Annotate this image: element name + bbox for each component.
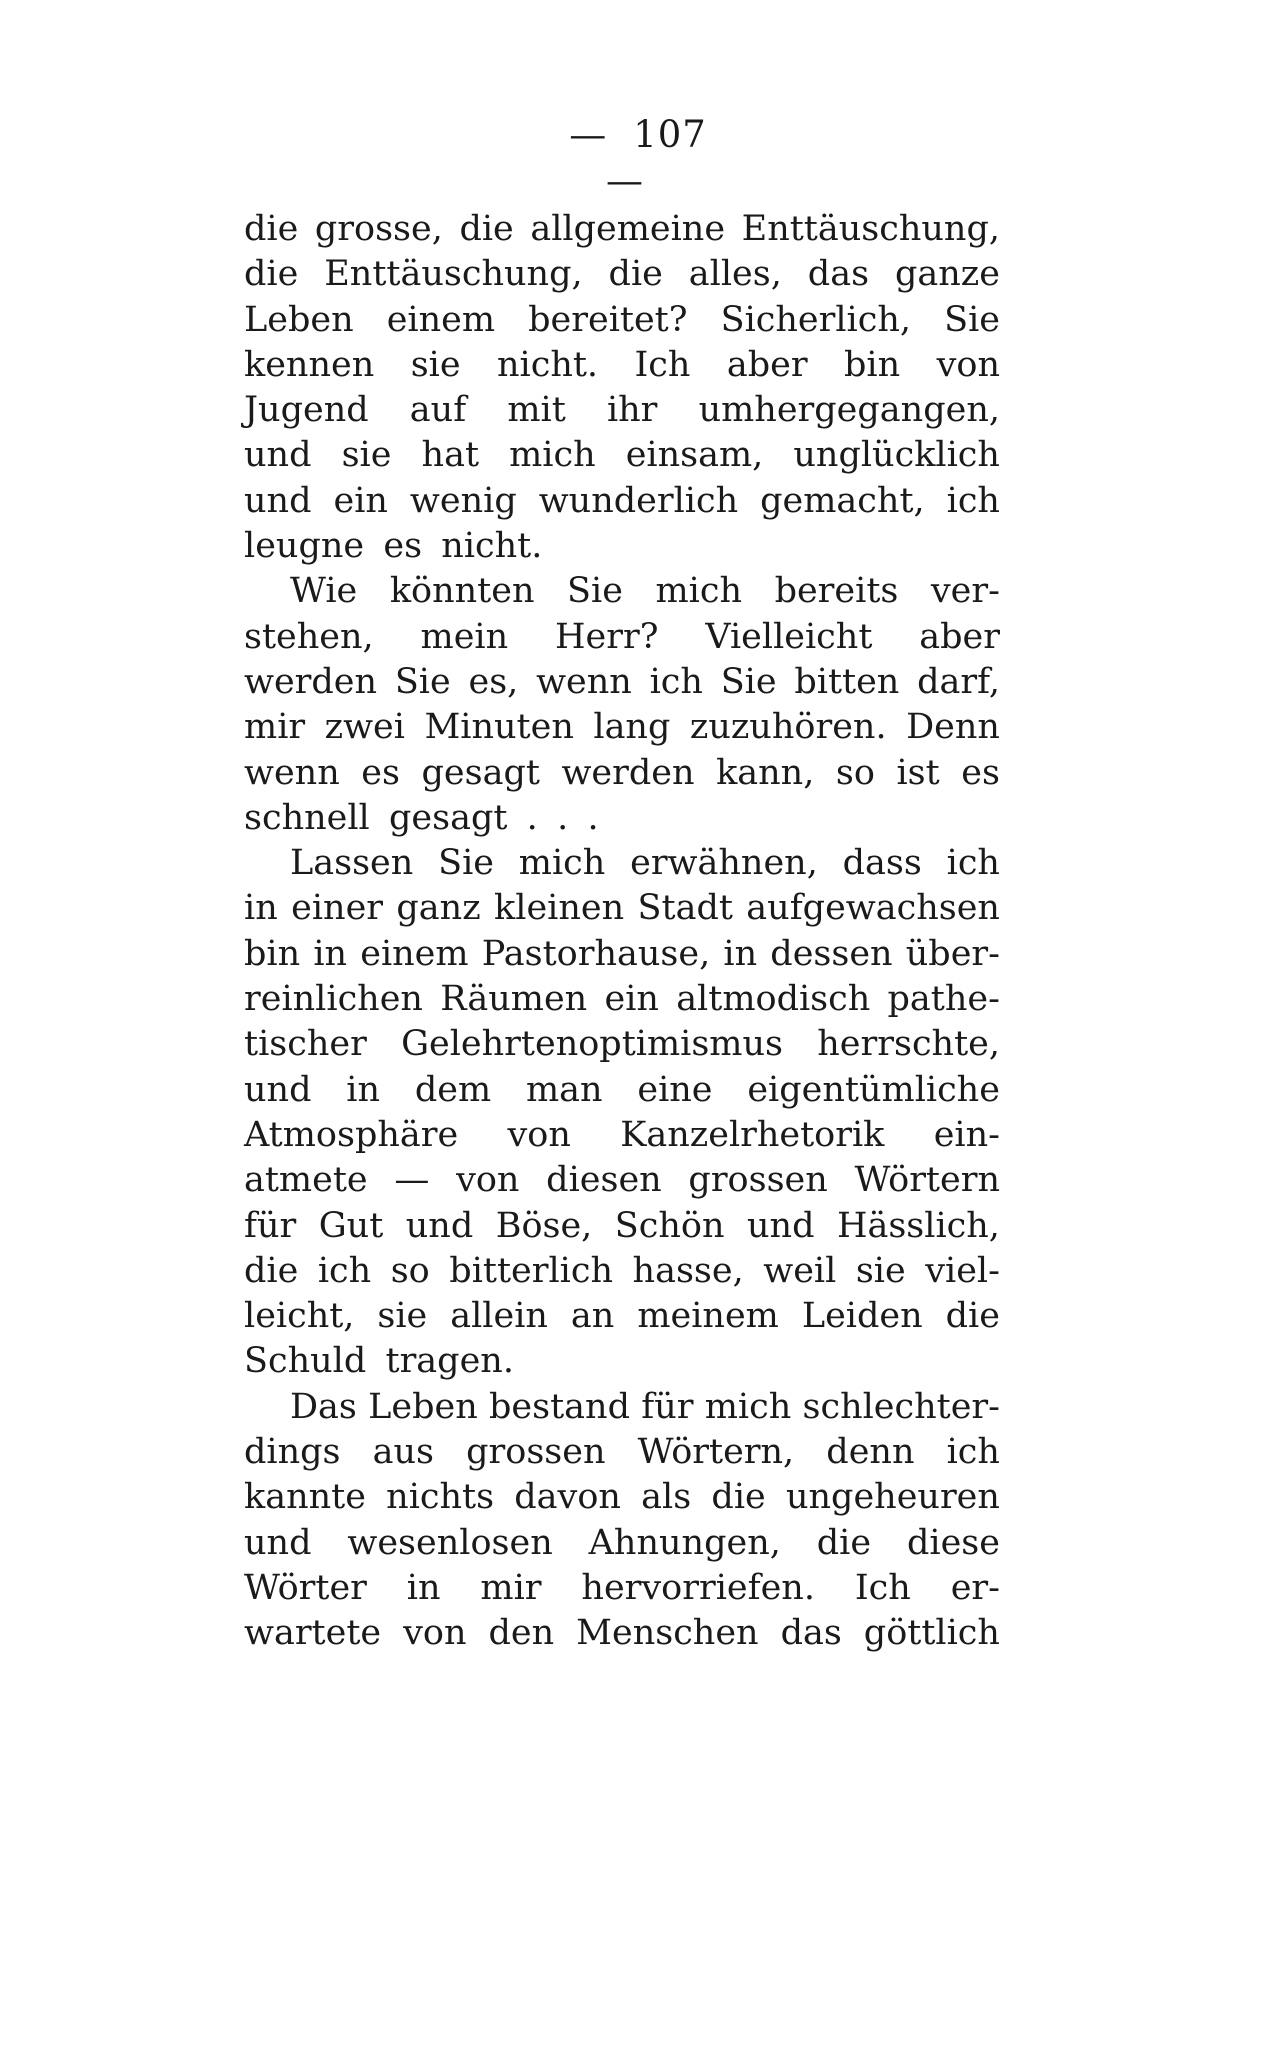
page-number: 107 bbox=[633, 113, 707, 156]
text-line bbox=[244, 841, 1000, 886]
word: sie bbox=[855, 1250, 906, 1291]
word: bin bbox=[244, 933, 301, 974]
word: . bbox=[587, 797, 599, 838]
word: einer bbox=[291, 888, 384, 929]
word: Menschen bbox=[576, 1613, 759, 1654]
word: mich bbox=[518, 843, 606, 884]
body-text bbox=[244, 207, 1000, 1657]
word: die bbox=[816, 1522, 872, 1563]
text-line bbox=[244, 343, 1000, 388]
word: das bbox=[780, 1613, 842, 1654]
text-line bbox=[244, 298, 1000, 343]
word: es bbox=[383, 526, 423, 567]
word: kleinen bbox=[494, 888, 625, 929]
word: Sie bbox=[567, 571, 623, 612]
word: zuzuhören. bbox=[689, 707, 887, 748]
text-line bbox=[244, 1339, 1000, 1384]
word: Hässlich, bbox=[836, 1205, 1000, 1246]
word: wartete bbox=[244, 1613, 382, 1654]
word: grossen bbox=[688, 1160, 828, 1201]
word: den bbox=[488, 1613, 555, 1654]
word: Leben bbox=[368, 1386, 478, 1427]
word: leicht, bbox=[244, 1296, 355, 1337]
word: Das bbox=[290, 1386, 357, 1427]
word: Böse, bbox=[495, 1205, 593, 1246]
word: Schön bbox=[614, 1205, 725, 1246]
text-line bbox=[244, 977, 1000, 1022]
word: Wörtern bbox=[854, 1160, 1000, 1201]
page-number-dash-right: — bbox=[606, 159, 644, 202]
word: Herr? bbox=[555, 616, 659, 657]
word: von bbox=[403, 1613, 467, 1654]
word: Leben bbox=[244, 299, 354, 340]
word: mir bbox=[244, 707, 306, 748]
word: die bbox=[244, 254, 299, 295]
word: aber bbox=[726, 344, 808, 385]
word: als bbox=[641, 1477, 692, 1518]
word: in bbox=[244, 888, 278, 929]
word: lang bbox=[593, 707, 671, 748]
word: Stadt bbox=[637, 888, 733, 929]
word: hat bbox=[421, 435, 480, 476]
word: und bbox=[244, 435, 312, 476]
word: Pastorhause, bbox=[481, 933, 711, 974]
word: leugne bbox=[244, 526, 365, 567]
word: aufgewachsen bbox=[746, 888, 1000, 929]
word: auf bbox=[409, 390, 467, 431]
word: für bbox=[244, 1205, 297, 1246]
word: Jugend bbox=[244, 390, 369, 431]
word: aber bbox=[919, 616, 1000, 657]
word: ver- bbox=[930, 571, 1000, 612]
word: erwähnen, bbox=[630, 843, 818, 884]
word: Ich bbox=[634, 344, 691, 385]
word: die bbox=[711, 1477, 766, 1518]
word: Enttäuschung, bbox=[324, 254, 583, 295]
word: mein bbox=[420, 616, 509, 657]
text-line bbox=[244, 252, 1000, 297]
word: allgemeine bbox=[530, 209, 726, 249]
word: ungeheuren bbox=[785, 1477, 1000, 1518]
word: von bbox=[456, 1160, 520, 1201]
text-line bbox=[244, 1158, 1000, 1203]
word: bitterlich bbox=[449, 1250, 614, 1291]
word: nicht. bbox=[496, 344, 599, 385]
word: . bbox=[557, 797, 569, 838]
word: er- bbox=[950, 1567, 1000, 1608]
page-number-dash-left: — bbox=[569, 113, 608, 156]
word: Enttäuschung, bbox=[741, 209, 1000, 249]
word: eine bbox=[637, 1069, 713, 1110]
word: das bbox=[807, 254, 870, 295]
word: könnten bbox=[389, 571, 535, 612]
word: atmete bbox=[244, 1160, 368, 1201]
word: Lassen bbox=[290, 843, 414, 884]
word: dings bbox=[244, 1432, 341, 1473]
word: — bbox=[394, 1160, 430, 1201]
word: allein bbox=[450, 1296, 548, 1337]
text-line bbox=[244, 932, 1000, 977]
text-line bbox=[244, 705, 1000, 750]
text-line bbox=[244, 569, 1000, 614]
word: Sie bbox=[944, 299, 1000, 340]
word: dessen bbox=[770, 933, 893, 974]
text-line bbox=[244, 796, 1000, 841]
word: bin bbox=[844, 344, 901, 385]
word: sie bbox=[341, 435, 392, 476]
word: Sie bbox=[438, 843, 494, 884]
word: Sie bbox=[394, 661, 451, 702]
word: wunderlich bbox=[538, 480, 739, 521]
text-line bbox=[244, 886, 1000, 931]
word: nichts bbox=[386, 1477, 495, 1518]
word: und bbox=[244, 480, 312, 521]
word: ihr bbox=[606, 390, 658, 431]
word: ein bbox=[333, 480, 388, 521]
word: bitten bbox=[794, 661, 900, 702]
word: weil bbox=[763, 1250, 837, 1291]
word: es, bbox=[468, 661, 519, 702]
word: die bbox=[244, 1250, 299, 1291]
word: diese bbox=[906, 1522, 1000, 1563]
word: einsam, bbox=[625, 435, 764, 476]
word: pathe- bbox=[887, 979, 1000, 1020]
word: Minuten bbox=[424, 707, 574, 748]
word: tischer bbox=[244, 1024, 367, 1065]
word: Wie bbox=[290, 571, 358, 612]
word: und bbox=[244, 1069, 312, 1110]
word: ich bbox=[317, 1250, 372, 1291]
word: ist bbox=[896, 752, 940, 793]
word: gesagt bbox=[421, 752, 540, 793]
word: Ahnungen, bbox=[588, 1522, 781, 1563]
word: dem bbox=[414, 1069, 492, 1110]
word: diesen bbox=[546, 1160, 662, 1201]
word: und bbox=[746, 1205, 815, 1246]
text-line bbox=[244, 1385, 1000, 1430]
word: dass bbox=[842, 843, 922, 884]
word: ich bbox=[946, 480, 1000, 521]
word: es bbox=[361, 752, 400, 793]
word: grossen bbox=[466, 1432, 606, 1473]
word: . bbox=[526, 797, 538, 838]
word: Kanzelrhetorik bbox=[620, 1114, 885, 1155]
word: grosse, bbox=[314, 209, 443, 249]
word: unglücklich bbox=[793, 435, 1000, 476]
word: an bbox=[570, 1296, 615, 1337]
word: ich bbox=[946, 843, 1000, 884]
word: gesagt bbox=[389, 797, 508, 838]
text-line bbox=[244, 615, 1000, 660]
word: reinlichen bbox=[244, 979, 423, 1020]
text-line bbox=[244, 1566, 1000, 1611]
word: tragen. bbox=[385, 1341, 514, 1382]
word: über- bbox=[905, 933, 1000, 974]
word: in bbox=[723, 933, 758, 974]
word: wenn bbox=[244, 752, 340, 793]
word: kennen bbox=[244, 344, 375, 385]
word: die bbox=[945, 1296, 1000, 1337]
word: Wörtern, bbox=[637, 1432, 795, 1473]
word: stehen, bbox=[244, 616, 374, 657]
word: bestand bbox=[489, 1386, 630, 1427]
word: Ich bbox=[854, 1567, 911, 1608]
text-line bbox=[244, 479, 1000, 524]
word: mir bbox=[480, 1567, 542, 1608]
word: bereits bbox=[774, 571, 899, 612]
text-line bbox=[244, 1022, 1000, 1067]
word: schnell bbox=[244, 797, 370, 838]
word: ganz bbox=[396, 888, 481, 929]
word: alles, bbox=[688, 254, 782, 295]
word: hasse, bbox=[632, 1250, 744, 1291]
text-line bbox=[244, 1521, 1000, 1566]
text-line bbox=[244, 751, 1000, 796]
word: mit bbox=[507, 390, 566, 431]
word: Vielleicht bbox=[705, 616, 873, 657]
word: ich bbox=[649, 661, 703, 702]
text-line bbox=[244, 1430, 1000, 1475]
word: werden bbox=[244, 661, 378, 702]
word: wenig bbox=[409, 480, 517, 521]
word: von bbox=[936, 344, 1000, 385]
word: die bbox=[244, 209, 299, 249]
text-line bbox=[244, 1475, 1000, 1520]
word: kannte bbox=[244, 1477, 366, 1518]
text-line bbox=[244, 1249, 1000, 1294]
word: göttlich bbox=[863, 1613, 1000, 1654]
word: ein bbox=[604, 979, 659, 1020]
word: sie bbox=[377, 1296, 428, 1337]
text-line bbox=[244, 524, 1000, 569]
word: Gut bbox=[318, 1205, 384, 1246]
word: zwei bbox=[324, 707, 405, 748]
text-line bbox=[244, 388, 1000, 433]
word: einem bbox=[386, 299, 496, 340]
word: wesenlosen bbox=[347, 1522, 553, 1563]
word: hervorriefen. bbox=[581, 1567, 815, 1608]
word: von bbox=[507, 1114, 571, 1155]
word: davon bbox=[514, 1477, 621, 1518]
word: altmodisch bbox=[676, 979, 871, 1020]
word: so bbox=[835, 752, 875, 793]
word: die bbox=[608, 254, 663, 295]
word: viel- bbox=[925, 1250, 1000, 1291]
word: Sicherlich, bbox=[720, 299, 912, 340]
text-line bbox=[244, 1294, 1000, 1339]
word: Wörter bbox=[244, 1567, 367, 1608]
word: nicht. bbox=[441, 526, 543, 567]
word: sie bbox=[410, 344, 461, 385]
word: man bbox=[525, 1069, 603, 1110]
word: Gelehrtenoptimismus bbox=[401, 1024, 784, 1065]
word: Leiden bbox=[801, 1296, 923, 1337]
word: darf, bbox=[917, 661, 1000, 702]
text-line bbox=[244, 1204, 1000, 1249]
word: mich bbox=[704, 1386, 792, 1427]
word: die bbox=[459, 209, 514, 249]
text-line bbox=[244, 660, 1000, 705]
word: Räumen bbox=[440, 979, 588, 1020]
word: Schuld bbox=[244, 1341, 367, 1382]
word: so bbox=[390, 1250, 430, 1291]
word: schlechter- bbox=[802, 1386, 1000, 1427]
text-line bbox=[244, 1068, 1000, 1113]
word: ich bbox=[946, 1432, 1000, 1473]
word: einem bbox=[360, 933, 469, 974]
word: meinem bbox=[637, 1296, 779, 1337]
word: in bbox=[406, 1567, 441, 1608]
word: für bbox=[641, 1386, 694, 1427]
word: mich bbox=[655, 571, 743, 612]
text-line bbox=[244, 433, 1000, 478]
word: herrschte, bbox=[817, 1024, 1000, 1065]
text-line bbox=[244, 207, 1000, 252]
word: und bbox=[405, 1205, 474, 1246]
word: Atmosphäre bbox=[244, 1114, 459, 1155]
word: denn bbox=[826, 1432, 915, 1473]
word: gemacht, bbox=[760, 480, 925, 521]
word: in bbox=[346, 1069, 381, 1110]
word: wenn bbox=[536, 661, 632, 702]
word: und bbox=[244, 1522, 312, 1563]
word: kann, bbox=[716, 752, 815, 793]
text-line bbox=[244, 1113, 1000, 1158]
page-header bbox=[500, 112, 750, 204]
word: in bbox=[313, 933, 348, 974]
word: ein- bbox=[933, 1114, 1000, 1155]
word: umhergegangen, bbox=[698, 390, 1000, 431]
word: ganze bbox=[894, 254, 1000, 295]
word: aus bbox=[372, 1432, 434, 1473]
word: Sie bbox=[720, 661, 777, 702]
word: bereitet? bbox=[528, 299, 688, 340]
word: eigentümliche bbox=[747, 1069, 1000, 1110]
word: Denn bbox=[906, 707, 1000, 748]
word: es bbox=[961, 752, 1000, 793]
word: werden bbox=[561, 752, 695, 793]
word: mich bbox=[509, 435, 596, 476]
text-line bbox=[244, 1611, 1000, 1656]
